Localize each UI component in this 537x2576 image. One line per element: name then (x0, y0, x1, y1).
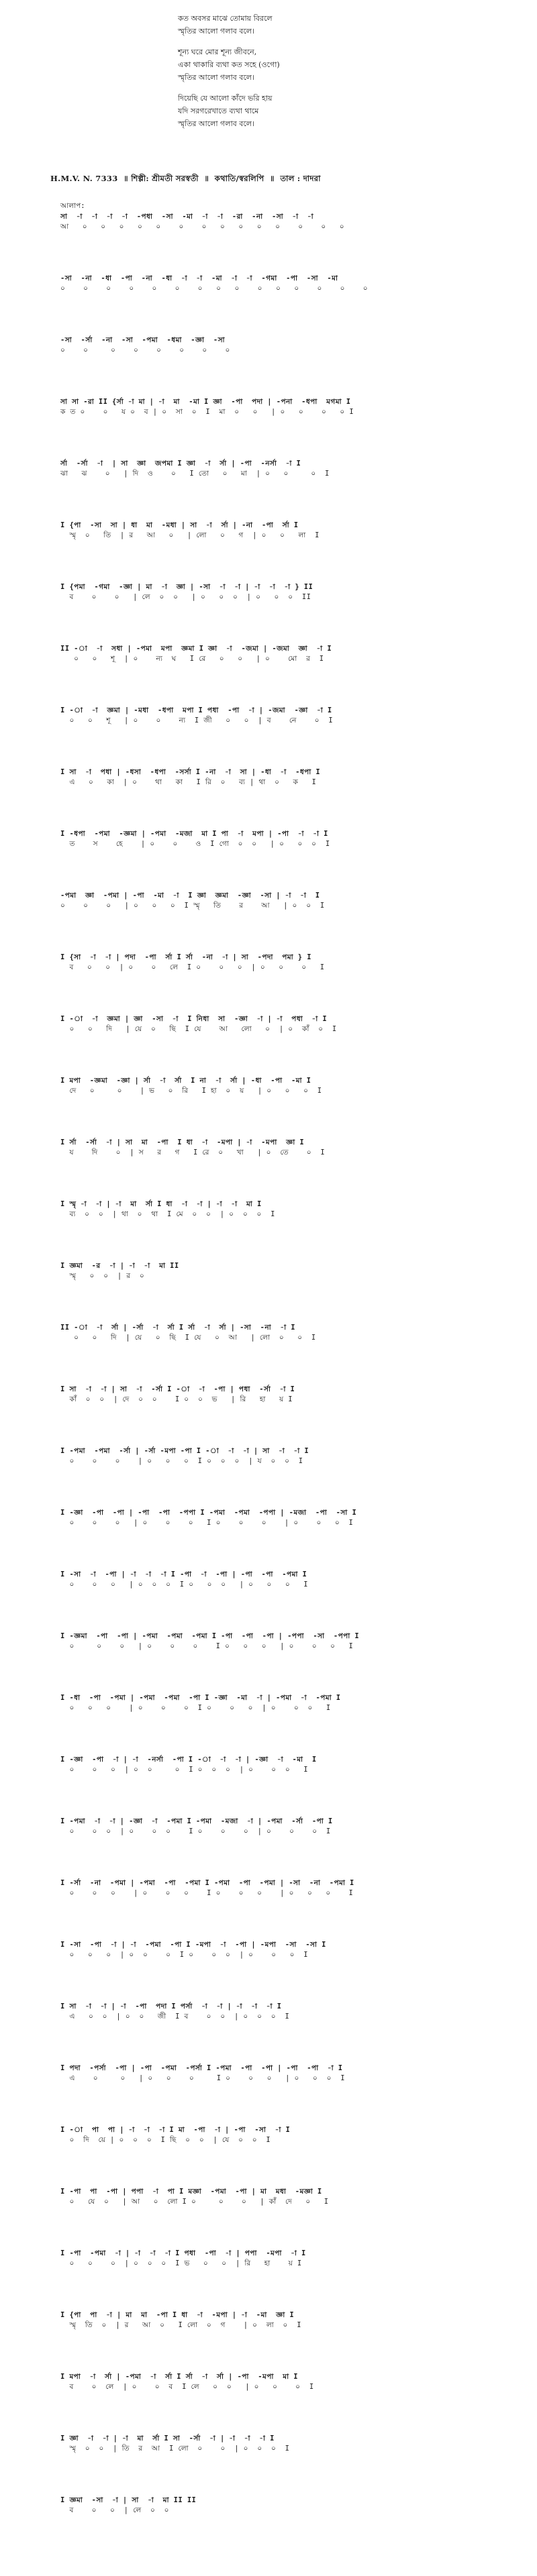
lyric-syllable-row: স্মৃ ০ ০ | তি র আ I লো ০ ০ | ০ ০ ০ I (60, 2445, 290, 2453)
lyrics-stanza-2 (178, 46, 460, 84)
notation-line-7 (60, 582, 524, 644)
notation-line-2 (60, 274, 524, 335)
notation-line-8 (60, 644, 524, 706)
swara-row: সা -া -া -া -া -পধা -সা -মা -া -া -রা -না -সা -া -া (60, 213, 314, 221)
notation-line-17 (60, 1199, 524, 1261)
notation-line-26 (60, 1755, 524, 1817)
lyric-line: দিয়েছি যে আলো কাঁদে ভরি হায় (178, 94, 273, 103)
lyric-line: স্মৃতির আলো গলাব বলে। (178, 73, 254, 82)
lyric-syllable-row: এ ০ কা | ০ থা কা I রি ০ ব্য | থা ০ ক I (60, 778, 317, 786)
lyric-syllable-row: ০ ০ ০ | ০ ০ ০ I ০ ০ ০ | য ০ ০ I (60, 1457, 303, 1465)
notation-line-10 (60, 767, 524, 829)
swara-row: II -া -া সধা | -পমা মপা জ্ঞমা I জ্ঞা -া -জমা | -জমা জ্ঞা -া I (60, 645, 332, 653)
notation-line-29 (60, 1940, 524, 2002)
notation-line-38 (60, 2496, 524, 2557)
notation-line-33 (60, 2187, 524, 2249)
notation-line-9 (60, 706, 524, 767)
swara-row: I -সা -া -পা | -া -া -া I -পা -া -পা | -পা -পা -পমা I (60, 1570, 307, 1578)
lyric-syllable-row: ০ ০ দি | য়ে ০ ছি I যে আ লো ০ | ০ কাঁ ০ I (60, 1025, 337, 1033)
song-lyrics (178, 12, 460, 138)
notation-line-37 (60, 2434, 524, 2496)
lyric-syllable-row: ০ ০ শূ | ০ ০ ন্য I জী ০ ০ | ব নে ০ I (60, 716, 334, 724)
swara-row: I সা -া পধা | -ধসা -ধপা -সর্সা I -না -া সা | -ধা -া -ধপা I (60, 768, 321, 776)
lyrics-stanza-3 (178, 92, 460, 130)
lyric-line: স্মৃতির আলো গলাব বলে। (178, 27, 254, 36)
swara-row: I -জ্ঞা -পা -া | -া -নর্সা -পা I -া -া -া | -জ্ঞা -া -মা I (60, 1756, 317, 1764)
lyric-syllable-row: দে ০ ০ | ভ ০ রি I হা ০ য় | ০ ০ ০ I (60, 1087, 322, 1095)
lyric-syllable-row: স্মৃ ০ ০ | র ০ (60, 1272, 154, 1280)
notation-line-36 (60, 2372, 524, 2434)
swara-row: I {সা -া -া | পদা -পা র্সা I র্সা -না -া | সা -পদা পমা } I (60, 953, 311, 961)
notation-line-21 (60, 1446, 524, 1508)
lyric-syllable-row: ব ০ ০ | লে ০ ০ | ০ ০ ০ | ০ ০ ০ II (60, 593, 311, 601)
swara-row: I -সা -পা -া | -া -পমা -পা I -মপা -া -পা | -মপা -সা -সা I (60, 1941, 326, 1949)
swara-row: I জ্ঞমা -সা -া | সা -া মা II II (60, 2496, 197, 2504)
swara-row: I -া -া জ্ঞমা | -মধা -ধপা মপা I পধা -পা -া | -জমা -জ্ঞা -া I (60, 706, 332, 714)
swara-row: I -র্সা -না -পমা | -পমা -পা -পমা I -পমা -পা -পমা | -সা -না -পমা I (60, 1879, 354, 1887)
notation-line-15 (60, 1076, 524, 1138)
lyric-syllable-row: আ ০ ০ ০ ০ ০ ০ ০ ০ ০ ০ ০ ০ ০ ০ (60, 223, 345, 231)
notation-line-32 (60, 2125, 524, 2187)
notation-line-11 (60, 829, 524, 891)
lyric-line: স্মৃতির আলো গলাব বলে। (178, 119, 254, 128)
record-header: H.M.V. N. 7333 ॥ শিল্পী: শ্রীমতী সরস্বতী ॥ কথাতি/স্বরলিপি ॥ তাল : দাদরা (50, 174, 321, 183)
swara-row: I {পা -সা সা | ধা মা -মধা | সা -া র্সা | -না -পা র্সা I (60, 521, 299, 529)
lyrics-stanza-1 (178, 12, 460, 38)
swara-row: II -া -া র্সা | -র্সা -া র্সা I র্সা -া র্সা | -সা -না -া I (60, 1324, 295, 1332)
lyric-syllable-row: ০ ০ ০ | ০ ০ ০ I ভ ০ ০ | রি হা য় I (60, 2259, 302, 2267)
swara-row: I মপা -া র্সা | -পমা -া র্সা I র্সা -া র্সা | -পা -মপা মা I (60, 2373, 298, 2381)
swara-row: I -পা পা -পা | পপা -া পা I মজ্ঞা -পমা -পা | মা মধা -মজ্ঞা I (60, 2188, 322, 2196)
swaralipi-notation (60, 200, 524, 2557)
swara-row: I জ্ঞা -া -া | -া মা র্সা I সা -র্সা -া | -া -া -া I (60, 2434, 275, 2443)
lyric-syllable-row: য দি ০ | স র গ I রে ০ খা | ০ তে ০ I (60, 1148, 326, 1157)
swara-row: I -ধপা -পমা -জ্ঞমা | -পমা -মজা মা I পা -া মপা | -পা -া -া I (60, 830, 328, 838)
notation-line-6 (60, 521, 524, 582)
swara-row: র্সা -র্সা -া | সা জ্ঞা জপমা I জ্ঞা -া র্সা | -পা -নর্সা -া I (60, 460, 301, 468)
notation-line-34 (60, 2249, 524, 2310)
notation-line-5 (60, 459, 524, 521)
notation-line-16 (60, 1138, 524, 1199)
swara-row: I -জ্ঞমা -পা -পা | -পমা -পমা -পমা I -পা -পা -পা | -পপা -সা -পপা I (60, 1632, 360, 1640)
lyric-syllable-row: ০ ০ ০ | ০ ০ ০ I ০ ০ ০ | ০ ০ ০ I (60, 1642, 354, 1650)
lyric-syllable-row: ঝা ঝ ০ | দি ও ০ I তো ০ মা | ০ ০ ০ I (60, 470, 330, 478)
notation-line-25 (60, 1693, 524, 1755)
notation-line-20 (60, 1385, 524, 1446)
lyric-syllable-row: ব ০ ০ | ০ ০ লে I ০ ০ ০ | ০ ০ ০ I (60, 963, 325, 971)
lyric-syllable-row: ব্য ০ ০ | থা ০ থা I মে ০ ০ | ০ ০ ০ I (60, 1210, 275, 1218)
lyric-syllable-row: ০ ০ ০ | ০ ০ ০ I ০ ০ ০ | ০ ০ ০ I (60, 1766, 309, 1774)
notation-line-4 (60, 397, 524, 459)
lyric-syllable-row: ০ ০ ০ | ০ ০ ০ I স্মৃ তি র আ | ০ ০ I (60, 902, 325, 910)
lyric-syllable-row: ০ ০ ০ ০ ০ ০ ০ ০ (60, 346, 230, 354)
notation-line-30 (60, 2002, 524, 2063)
lyric-syllable-row: এ ০ ০ | ০ ০ ০ I ০ ০ ০ | ০ ০ ০ I (60, 2074, 345, 2082)
swara-row: I -পা -পমা -া | -া -া -া I পধা -পা -া | পপা -মপা -া I (60, 2249, 306, 2257)
notation-line-18 (60, 1261, 524, 1323)
lyric-syllable-row: ০ ০ ০ | ০ ০ ০ I ০ ০ ০ | ০ ০ ০ I (60, 1580, 309, 1589)
lyric-syllable-row: ০ যে ০ | আ ০ লো I ০ ০ ০ | কাঁ দে ০ I (60, 2198, 329, 2206)
notation-line-23 (60, 1570, 524, 1631)
notation-blocks (60, 212, 524, 2557)
swara-row: I সা -া -া | -া -পা পদা I পর্সা -া -া | -া -া -া I (60, 2002, 282, 2010)
swara-row: I -পমা -া -া | -জ্ঞা -া -পমা I -পমা -মজা -া | -পমা -র্সা -পা I (60, 1817, 333, 1825)
notation-line-3 (60, 335, 524, 397)
notation-line-12 (60, 891, 524, 953)
swara-row: -সা -না -ধা -পা -না -ধা -া -া -মা -া -া -গমা -পা -সা -মা (60, 274, 338, 282)
lyric-line: শূন্য ঘরে মোর শূন্য জীবনে, (178, 48, 257, 56)
swara-row: সা সা -রা II {র্সা -া মা | -া মা -মা I জ্ঞা -পা পদা | -পনা -ধপা মগমা I (60, 398, 351, 406)
notation-line-31 (60, 2063, 524, 2125)
lyric-syllable-row: ০ ০ ০ | ০ ০ ০ I ০ ০ ০ | ০ ০ ০ I (60, 1827, 331, 1835)
lyric-syllable-row: ০ ০ ০ | ০ ০ ০ I ০ ০ ০ | ০ ০ ০ I (60, 1951, 309, 1959)
notation-line-19 (60, 1323, 524, 1385)
swara-row: I -া -া জ্ঞমা | জ্ঞা -সা -া I নিধা সা -জ্ঞা -া | -া পধা -া I (60, 1015, 328, 1023)
swara-row: I -পমা -পমা -র্সা | -র্সা -মপা -পা I -া -া -া | সা -া -া I (60, 1447, 309, 1455)
lyric-syllable-row: ০ ০ ০ | ০ ০ ০ I ০ ০ ০ | ০ ০ ০ I (60, 1889, 354, 1897)
lyric-syllable-row: ০ ০ ০ ০ ০ ০ ০ ০ ০ ০ ০ ০ ০ ০ ০ (60, 284, 368, 292)
swara-row: I {পা পা -া | মা মা -পা I ধা -া -মপা | -া -মা জ্ঞা I (60, 2311, 295, 2319)
notation-line-35 (60, 2310, 524, 2372)
swara-row: I পদা -পর্সা -পা | -পা -পমা -পর্সা I -পমা -পা -পা | -পা -পা -া I (60, 2064, 343, 2072)
notation-line-14 (60, 1014, 524, 1076)
swara-row: -পমা জ্ঞা -পমা | -পা -মা -া I জ্ঞা জ্ঞমা -জ্ঞা -সা | -া -া I (60, 892, 320, 900)
lyric-syllable-row: ত স হে | ০ ০ ও I গো ০ ০ | ০ ০ ০ I (60, 840, 330, 848)
swara-row: I -া পা পা | -া -া -া I মা -পা -া | -পা -সা -া I (60, 2126, 291, 2134)
lyric-syllable-row: ব ০ ০ | লে ০ ০ (60, 2506, 183, 2514)
notation-line-1 (60, 212, 524, 274)
swara-row: I মপা -জ্ঞমা -জ্ঞা | র্সা -া র্সা I না -া র্সা | -ধা -পা -মা I (60, 1077, 311, 1085)
alap-label: আলাপ: (60, 202, 85, 210)
notation-line-28 (60, 1878, 524, 1940)
swara-row: I {পমা -গমা -জ্ঞা | মা -া জ্ঞা | -সা -া -া | -া -া -া } II (60, 583, 313, 591)
lyric-syllable-row: স্মৃ তি ০ | র আ ০ I লো ০ গ | ০ লা ০ I (60, 2321, 301, 2329)
lyric-syllable-row: ০ ০ ০ | ০ ০ ০ I ০ ০ ০ | ০ ০ ০ I (60, 1519, 354, 1527)
swara-row: I র্সা -র্সা -া | সা মা -পা I ধা -া -মপা | -া -মপা জ্ঞা I (60, 1138, 305, 1146)
swara-row: I স্মৃ -া -া | -া মা র্সা I ধা -া -া | -া -া মা I (60, 1200, 262, 1208)
lyric-line: একা থাকারি ব্যথা কত সহে (ওগো) (178, 60, 280, 69)
notation-line-27 (60, 1817, 524, 1878)
lyric-syllable-row: ০ ০ দি | য়ে ০ ছি I যে ০ আ | লো ০ ০ I (60, 1334, 316, 1342)
swara-row: I জ্ঞমা -র -া | -া -া মা II (60, 1262, 179, 1270)
lyric-syllable-row: ক ত ০ ০ য ০ ব | ০ সা ০ I মা ০ ০ | ০ ০ ০ ০ I (60, 408, 354, 416)
swara-row: -সা -র্সা -না -সা -পমা -ধমা -জ্ঞা -সা (60, 336, 225, 344)
lyric-syllable-row: কাঁ ০ ০ | দে ০ ০ I ০ ০ ভ | রি হা য় I (60, 1395, 293, 1403)
lyric-syllable-row: ০ ০ ০ | ০ ০ ০ I ০ ০ ০ | ০ ০ ০ I (60, 1704, 331, 1712)
lyric-syllable-row: স্মৃ ০ তি | র আ ০ | লো ০ গ | ০ ০ লা I (60, 531, 320, 539)
lyric-syllable-row: ব ০ লে | ০ ০ ব I লে ০ ০ | ০ ০ ০ I (60, 2383, 314, 2391)
swara-row: I সা -া -া | সা -া -র্সা I -া -া -পা | পধা -র্সা -া I (60, 1385, 295, 1393)
lyric-syllable-row: ০ ০ শূ | ০ ন্য ঘ I রে ০ ০ | ০ মো র I (60, 655, 324, 663)
lyric-line: যদি সরগরেখাতে ব্যথা থামে (178, 107, 259, 115)
swara-row: I -ধা -পা -পমা | -পমা -পমা -পা I -জ্ঞা -মা -া | -পমা -া -পমা I (60, 1694, 341, 1702)
notation-line-13 (60, 953, 524, 1014)
lyric-syllable-row: ০ দি য়ে | ০ ০ ০ I ছি ০ ০ | যে ০ ০ I (60, 2136, 271, 2144)
lyric-syllable-row: এ ০ ০ | ০ ০ জী I ব ০ ০ | ০ ০ ০ I (60, 2012, 290, 2021)
swara-row: I -জ্ঞা -পা -পা | -পা -পা -পপা I -পমা -পমা -পপা | -মজা -পা -সা I (60, 1509, 357, 1517)
lyric-line: কত অবসর মাঝে তোমায় বিরলে (178, 14, 273, 23)
notation-line-24 (60, 1631, 524, 1693)
notation-line-22 (60, 1508, 524, 1570)
